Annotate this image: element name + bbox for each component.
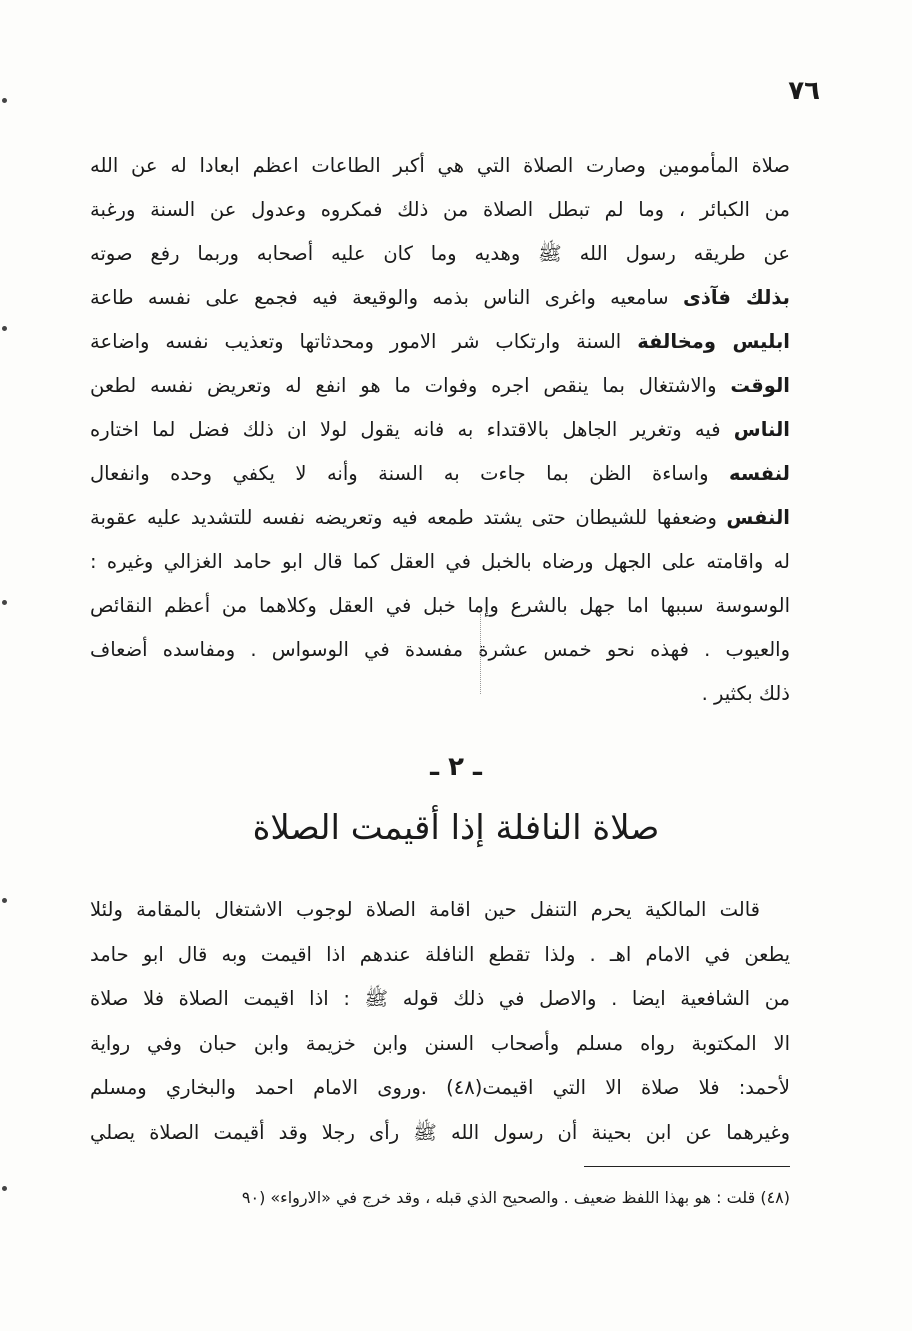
margin-dot xyxy=(2,1186,7,1191)
text-line: لأحمد: فلا صلاة الا التي اقيمت(٤٨) .وروى الامام احمد والبخاري ومسلم xyxy=(90,1076,790,1099)
text-line: الوسوسة سببها اما جهل بالشرع وإما خبل في العقل وكلاهما من أعظم النقائص xyxy=(90,594,790,617)
text-line: بذلك فآذى سامعيه واغرى الناس بذمه والوقيعة فيه فجمع على نفسه طاعة xyxy=(90,286,790,309)
text-line: يطعن في الامام اهـ . ولذا تقطع النافلة عندهم اذا اقيمت وبه قال ابو حامد xyxy=(90,942,790,966)
footnote-divider xyxy=(584,1166,790,1167)
text-line: الا المكتوبة رواه مسلم وأصحاب السنن وابن خزيمة وابن حبان وفي رواية xyxy=(90,1031,790,1055)
text-line: من الشافعية ايضا . والاصل في ذلك قوله ﷺ : اذا اقيمت الصلاة فلا صلاة xyxy=(90,987,790,1010)
text-line: وغيرهما عن ابن بحينة أن رسول الله ﷺ رأى رجلا وقد أقيمت الصلاة يصلي xyxy=(90,1120,790,1144)
margin-dot xyxy=(2,898,7,903)
text-line: قالت المالكية يحرم التنفل حين اقامة الصلاة لوجوب الاشتغال بالمقامة ولئلا xyxy=(90,898,760,921)
text-line: الوقت والاشتغال بما ينقص اجره وفوات ما هو انفع له وتعريض نفسه لطعن xyxy=(90,374,790,397)
footnote: (٤٨) قلت : هو بهذا اللفظ ضعيف . والصحيح الذي قبله ، وقد خرج في «الارواء» (٩٠ xyxy=(241,1188,790,1207)
text-line: له واقامته على الجهل ورضاه بالخبل في العقل كما قال ابو حامد الغزالي وغيره : xyxy=(90,550,790,573)
section-number: ـ ٢ ـ xyxy=(430,752,482,782)
scan-artifact-line xyxy=(480,614,481,694)
margin-dot xyxy=(2,326,7,331)
page-number: ٧٦ xyxy=(788,76,820,106)
text-line: الناس فيه وتغرير الجاهل بالاقتداء به فانه يقول لولا ان ذلك فضل لما اختاره xyxy=(90,418,790,441)
text-line: لنفسه واساءة الظن بما جاءت به السنة وأنه لا يكفي وحده وانفعال xyxy=(90,462,790,485)
text-line: ابليس ومخالفة السنة وارتكاب شر الامور ومحدثاتها وتعذيب نفسه واضاعة xyxy=(90,330,790,353)
margin-dot xyxy=(2,98,7,103)
paragraph-waswasa xyxy=(90,144,790,716)
text-line: ذلك بكثير . xyxy=(701,682,790,705)
text-line: والعيوب . فهذه نحو خمس عشرة مفسدة في الوسواس . ومفاسده أضعاف xyxy=(90,638,790,661)
text-line: من الكبائر ، وما لم تبطل الصلاة من ذلك فمكروه وعدول عن السنة ورغبة xyxy=(90,198,790,221)
paragraph-nafila xyxy=(90,888,790,1155)
text-line: النفس وضعفها للشيطان حتى يشتد طمعه فيه وتعريضه نفسه للتشديد عليه عقوبة xyxy=(90,506,790,529)
margin-dot xyxy=(2,600,7,605)
text-line: صلاة المأمومين وصارت الصلاة التي هي أكبر الطاعات اعظم ابعادا له عن الله xyxy=(90,154,790,177)
section-title: صلاة النافلة إذا أقيمت الصلاة xyxy=(252,808,660,848)
text-line: عن طريقه رسول الله ﷺ وهديه وما كان عليه أصحابه وربما رفع صوته xyxy=(90,242,790,265)
